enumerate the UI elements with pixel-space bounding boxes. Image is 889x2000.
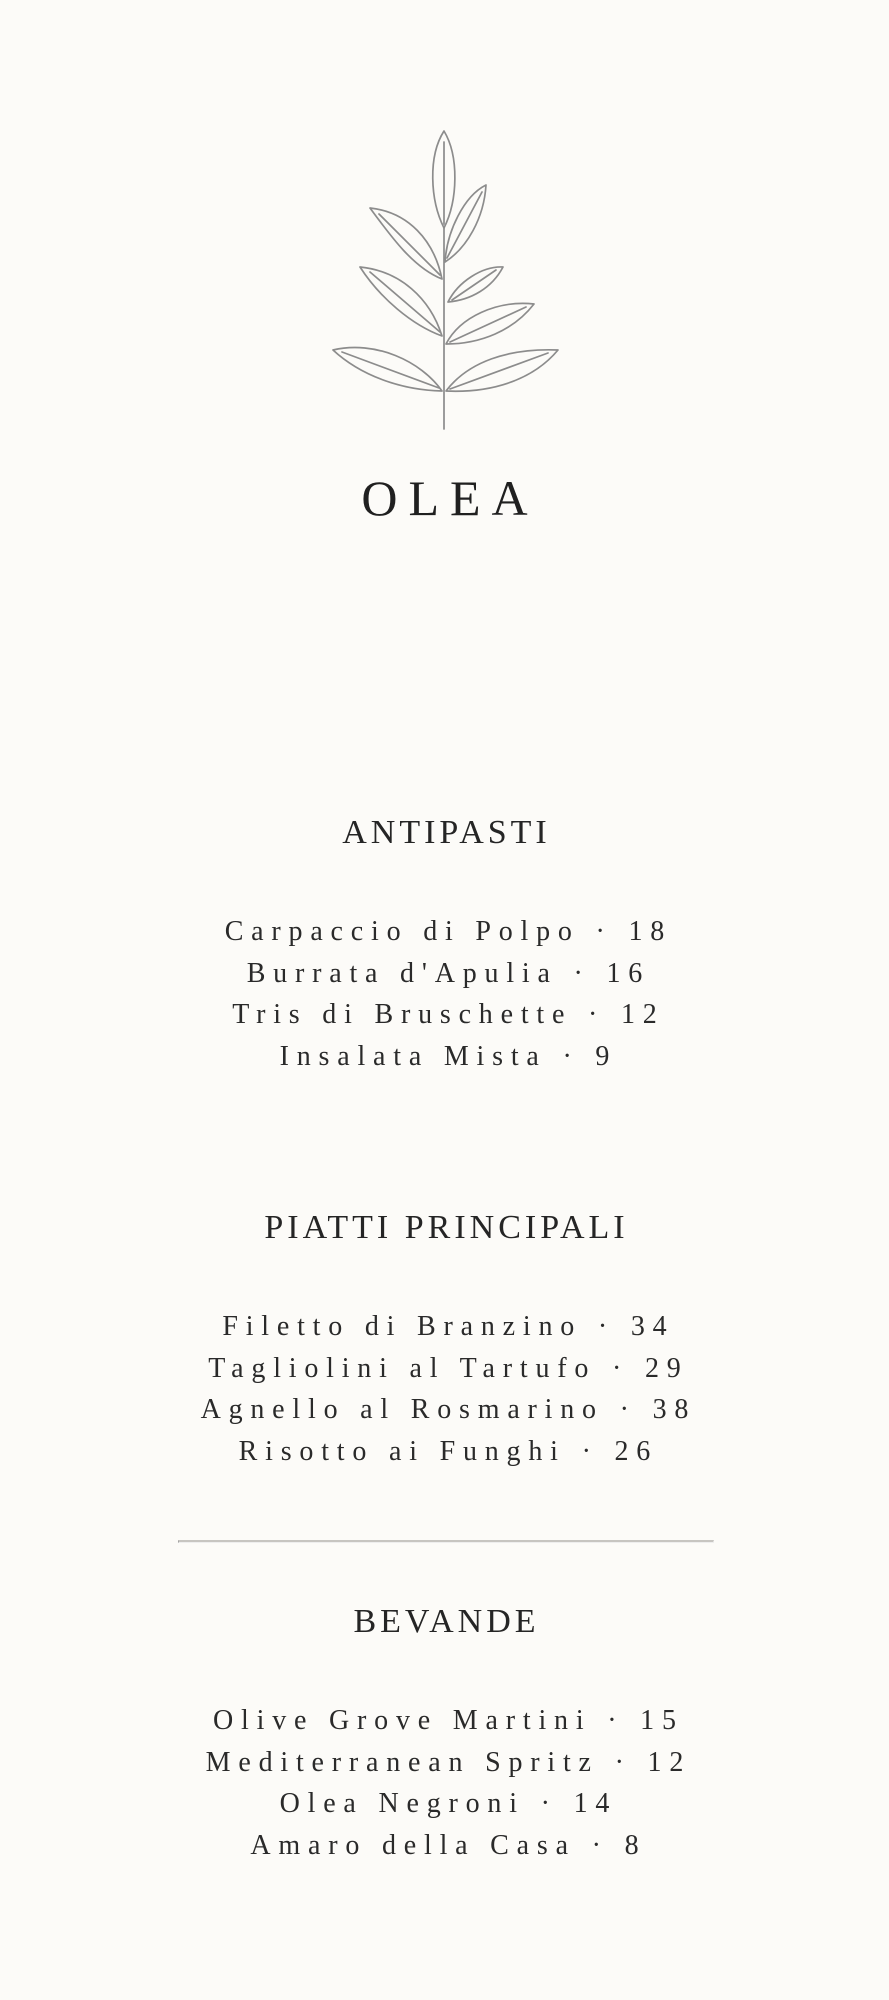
menu-item (0, 1306, 889, 1348)
item-price: 9 (595, 1040, 618, 1072)
menu-item (0, 1825, 889, 1867)
item-price: 16 (606, 957, 651, 989)
item-price: 12 (620, 999, 665, 1030)
item-name: Amaro della Casa (250, 1829, 576, 1861)
item-list-piatti-principali (0, 1306, 889, 1472)
item-name: Mediterranean Spritz (205, 1746, 599, 1778)
price-separator: · (597, 1311, 616, 1342)
price-separator: · (595, 916, 613, 947)
item-price: 8 (624, 1829, 647, 1861)
menu-item (0, 1783, 889, 1825)
price-separator: · (581, 1435, 599, 1467)
item-price: 14 (573, 1788, 618, 1819)
item-price: 26 (614, 1435, 659, 1467)
item-name: Burrata d'Apulia (246, 957, 558, 989)
menu-item (0, 1742, 889, 1784)
menu-item (0, 1431, 889, 1473)
price-separator: · (607, 1705, 625, 1736)
price-separator: · (588, 999, 606, 1030)
item-name: Olive Grove Martini (213, 1705, 592, 1736)
item-name: Olea Negroni (279, 1788, 525, 1819)
item-price: 38 (652, 1394, 697, 1425)
price-separator: · (614, 1746, 632, 1778)
section-antipasti (0, 813, 889, 1077)
menu-item (0, 953, 889, 995)
item-name: Insalata Mista (279, 1040, 547, 1072)
item-list-antipasti (0, 911, 889, 1077)
menu-item (0, 994, 889, 1036)
item-price: 15 (640, 1705, 684, 1736)
olive-branch-icon (330, 128, 559, 433)
item-price: 12 (647, 1746, 692, 1778)
item-name: Agnello al Rosmarino (200, 1394, 604, 1425)
menu-item (0, 911, 889, 953)
item-name: Risotto ai Funghi (238, 1435, 566, 1467)
price-separator: · (591, 1829, 609, 1861)
item-list-bevande (0, 1700, 889, 1866)
menu-item (0, 1389, 889, 1431)
section-title-bevande: BEVANDE (353, 1603, 540, 1640)
price-separator: · (562, 1040, 580, 1072)
item-name: Carpaccio di Polpo (224, 916, 580, 947)
section-title-antipasti: ANTIPASTI (342, 814, 551, 851)
item-name: Tagliolini al Tartufo (208, 1352, 597, 1384)
section-title-piatti-principali: PIATTI PRINCIPALI (264, 1209, 629, 1246)
brand-name: OLEA (361, 470, 539, 526)
menu-item (0, 1700, 889, 1742)
item-price: 34 (630, 1311, 675, 1342)
section-bevande (0, 1602, 889, 1866)
price-separator: · (573, 957, 591, 989)
item-price: 29 (644, 1352, 689, 1384)
item-name: Filetto di Branzino (222, 1311, 583, 1342)
price-separator: · (612, 1352, 630, 1384)
price-separator: · (619, 1394, 637, 1425)
price-separator: · (540, 1788, 558, 1819)
item-price: 18 (628, 916, 673, 947)
section-divider (178, 1540, 714, 1543)
section-piatti-principali (0, 1208, 889, 1472)
menu-item (0, 1036, 889, 1078)
item-name: Tris di Bruschette (232, 999, 573, 1030)
menu-item (0, 1348, 889, 1390)
